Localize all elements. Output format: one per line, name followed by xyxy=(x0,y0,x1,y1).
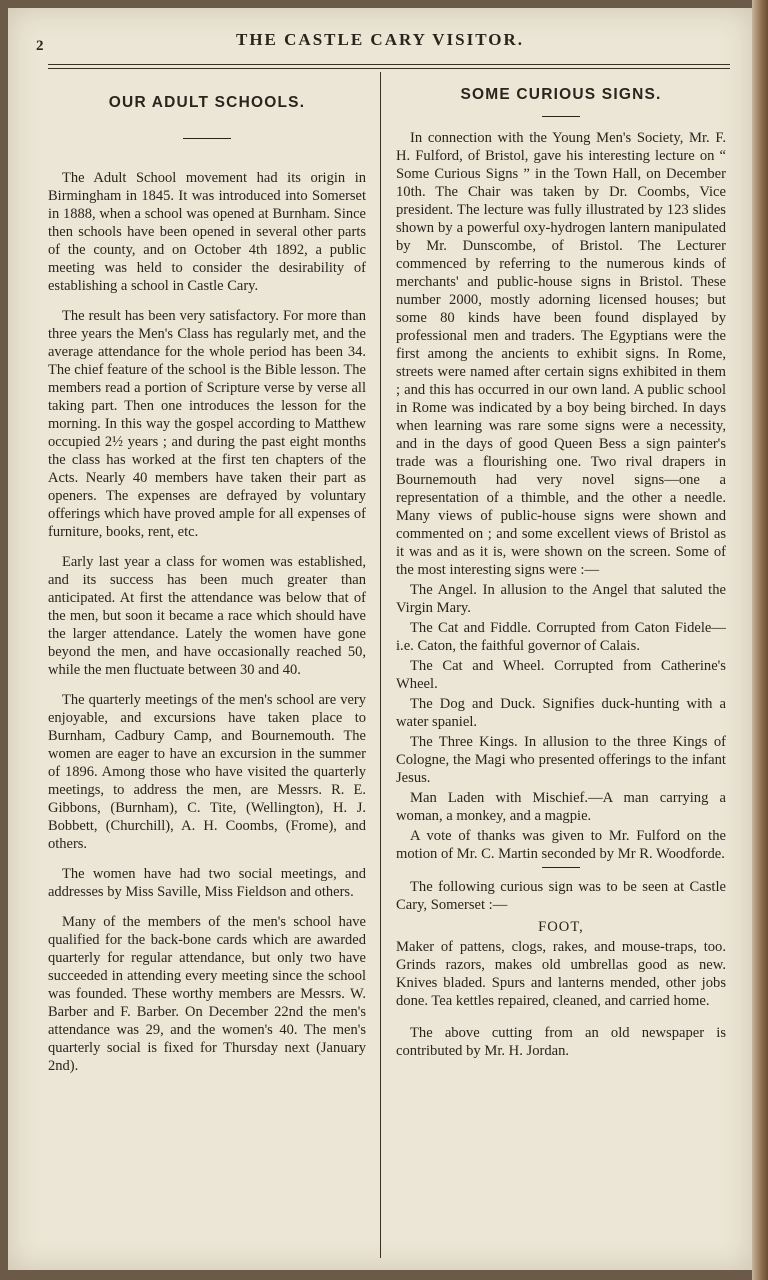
running-title: THE CASTLE CARY VISITOR. xyxy=(236,30,524,49)
sign-entry: Man Laden with Mischief.—A man carrying a woman, a monkey, and a magpie. xyxy=(396,790,726,824)
paragraph: The result has been very satisfactory. For more than three years the Men's Class has regularly met, and the average attendance for the whole period has been 34. The chief feature of the school is the Bible lesson. The members read a portion of Scripture verse by verse all taking part. Then one introduces the lesson for the morning. In this way the gospel according to Matthew occupied 2½ years ; and during the past eight months the class has worked at the first ten chapters of the Acts. Nearly 40 members have taken their part as openers. The expenses are defrayed by voluntary offerings which have proved ample for all expenses of furniture, books, rent, etc. xyxy=(48,308,366,540)
heading-rule xyxy=(542,116,580,117)
sign-entry: The Three Kings. In allusion to the three Kings of Cologne, the Magi who presented offerings to the infant Jesus. xyxy=(396,734,726,786)
header-rule xyxy=(48,64,730,65)
paragraph: The quarterly meetings of the men's school are very enjoyable, and excursions have taken place to Burnham, Cadbury Camp, and Bournemouth. The women are eager to have an excursion in the summer of 1896. Among those who have visited the quarterly meetings, to address the men, are Messrs. R. E. Gibbons, (Burnham), C. Tite, (Wellington), H. J. Bobbett, (Churchill), A. H. Coombs, (Frome), and others. xyxy=(48,692,366,852)
paragraph: A vote of thanks was given to Mr. Fulford on the motion of Mr. C. Martin seconded by Mr R. Woodforde. xyxy=(396,828,726,862)
section-rule xyxy=(542,867,580,868)
article-curious-signs xyxy=(396,86,726,1062)
paragraph: The Adult School movement had its origin in Birmingham in 1845. It was introduced into Somerset in 1888, when a school was opened at Burnham. Since then schools have been opened in several other parts of the county, and on October 4th 1892, a public meeting was held to consider the desirability of establishing a school in Castle Cary. xyxy=(48,170,366,294)
paragraph: The women have had two social meetings, and addresses by Miss Saville, Miss Fieldson and others. xyxy=(48,866,366,900)
heading-rule xyxy=(183,138,231,139)
paragraph: In connection with the Young Men's Society, Mr. F. H. Fulford, of Bristol, gave his interesting lecture on “ Some Curious Signs ” in the Town Hall, on December 10th. The Chair was taken by Dr. Coombs, Vice president. The lecture was fully illustrated by 123 slides shown by a powerful oxy-hydrogen lantern manipulated by Mr. Dunscombe, of Bristol. The Lecturer commenced by referring to the numerous kinds of merchants' and public-house signs in Bristol. These number 2000, mostly adorning licensed houses; but some 80 kinds have been found displayed by professional men and traders. The Egyptians were the first among the ancients to exhibit signs. In Rome, streets were named after certain signs exhibited in them ; and this has occurred in our own land. A public school in Rome was indicated by a boy being birched. In days when learning was rare some signs were a necessity, and in the days of good Queen Bess a sign painter's trade was a flourishing one. Two rival drapers in Bournemouth had very novel signs—one a representation of a thimble, and the other a needle. Many views of public-house signs were shown and commented on ; and some excellent views of Bristol as it was and as it is, were shown on the screen. Some of the most interesting signs were :— xyxy=(396,130,726,578)
header-rule-secondary xyxy=(48,68,730,69)
article-adult-schools xyxy=(48,86,366,1087)
paragraph: Many of the members of the men's school have qualified for the back-bone cards which are awarded quarterly for regular attendance, but only two have succeeded in attending every meeting since the school was founded. These worthy members are Messrs. W. Barber and F. Barber. On December 22nd the men's attendance was 29, and the women's 40. The men's quarterly social is fixed for Thursday next (January 2nd). xyxy=(48,914,366,1074)
sign-entry: The Angel. In allusion to the Angel that saluted the Virgin Mary. xyxy=(396,582,726,616)
sign-entry: The Cat and Fiddle. Corrupted from Caton Fidele—i.e. Caton, the faithful governor of Calais. xyxy=(396,620,726,654)
page-number: 2 xyxy=(36,38,44,54)
binding-edge xyxy=(752,0,768,1280)
sign-entry: The Dog and Duck. Signifies duck-hunting with a water spaniel. xyxy=(396,696,726,730)
paragraph: Early last year a class for women was established, and its success has been much greater than anticipated. At first the attendance was below that of the men, but soon it became a race which should have the larger attendance. Lately the women have gone beyond the men, and have occasionally reached 50, while the men fluctuate between 30 and 40. xyxy=(48,554,366,678)
advert-title: FOOT, xyxy=(538,919,584,935)
advert-text: Maker of pattens, clogs, rakes, and mouse-traps, too. Grinds razors, makes old umbrellas good as new. Knives bladed. Spurs and lanterns mended, other jobs done. Tea kettles repaired, cleaned, and carried home. xyxy=(396,939,726,1009)
article-heading: SOME CURIOUS SIGNS. xyxy=(460,86,662,103)
spacer xyxy=(396,1012,726,1024)
paragraph: The following curious sign was to be seen at Castle Cary, Somerset :— xyxy=(396,879,726,913)
sign-entry: The Cat and Wheel. Corrupted from Catherine's Wheel. xyxy=(396,658,726,692)
newspaper-page xyxy=(8,8,752,1270)
article-heading: OUR ADULT SCHOOLS. xyxy=(108,94,306,111)
paragraph: The above cutting from an old newspaper is contributed by Mr. H. Jordan. xyxy=(396,1025,726,1059)
column-divider xyxy=(380,72,381,1258)
